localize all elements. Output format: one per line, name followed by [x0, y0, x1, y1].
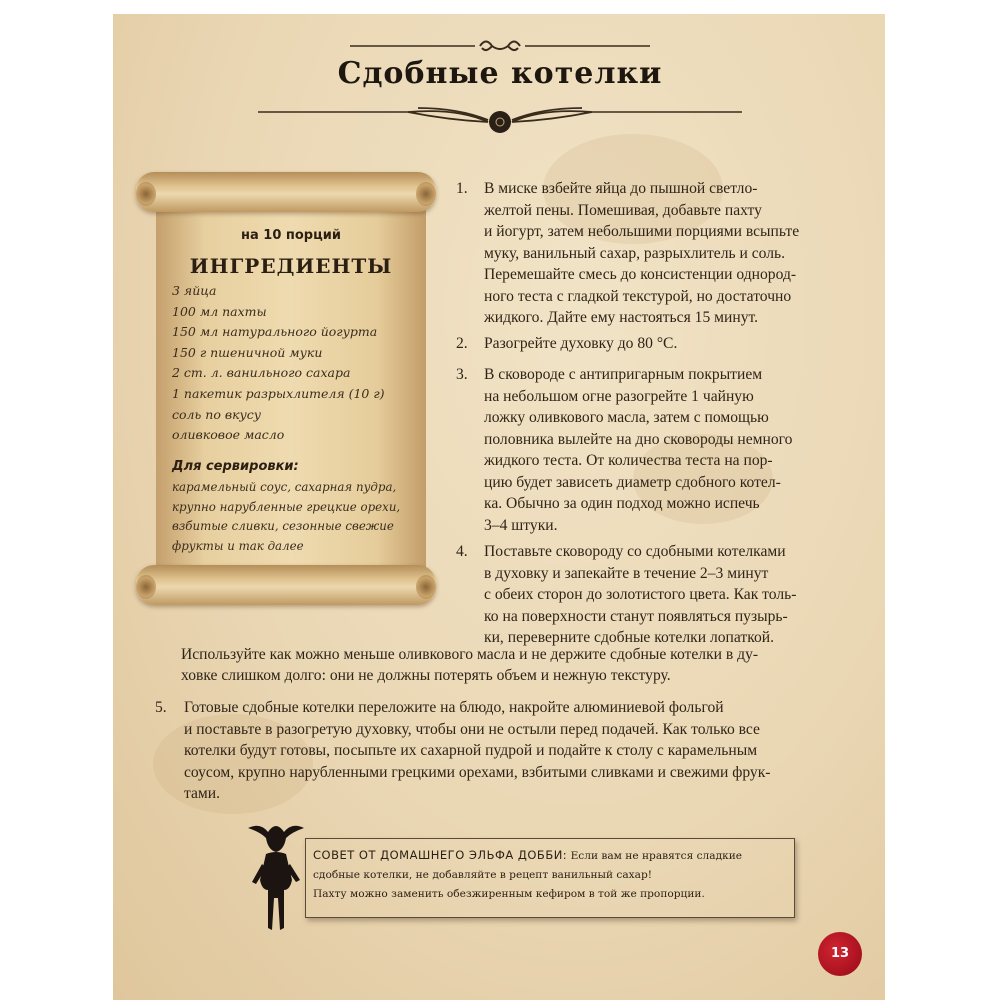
- tip-line-2: сдобные котелки, не добавляйте в рецепт ванильный сахар!: [313, 869, 652, 881]
- step-number: 2.: [456, 335, 468, 352]
- scroll-end: [136, 182, 156, 206]
- step-number: 5.: [155, 699, 167, 716]
- text-line: ка. Обычно за один подход можно испечь: [484, 495, 760, 512]
- scroll-end: [136, 575, 156, 599]
- note-line: Используйте как можно меньше оливкового масла и не держите сдобные котелки в ду-: [181, 646, 759, 663]
- ingredient-item: 100 мл пахты: [172, 303, 267, 319]
- tip-label: СОВЕТ ОТ ДОМАШНЕГО ЭЛЬФА ДОББИ:: [313, 848, 568, 862]
- text-line: Разогрейте духовку до 80 °С.: [484, 335, 678, 352]
- ingredients-list: [172, 281, 385, 446]
- text-line: с обеих сторон до золотистого цвета. Как толь-: [484, 586, 797, 603]
- step-text: [484, 541, 796, 649]
- text-line: Готовые сдобные котелки переложите на блюдо, накройте алюминиевой фольгой: [184, 699, 724, 716]
- portions-label: на 10 порций: [241, 228, 341, 243]
- text-line: Поставьте сковороду со сдобными котелками: [484, 543, 786, 560]
- scroll-end: [416, 182, 436, 206]
- text-line: муку, ванильный сахар, разрыхлитель и соль.: [484, 244, 786, 262]
- ingredient-item: 1 пакетик разрыхлителя (10 г): [172, 385, 385, 401]
- ingredient-item: оливковое масло: [172, 427, 285, 443]
- text-line: котелки будут готовы, посыпьте их сахарной пудрой и подайте к столу с карамельным: [184, 742, 758, 759]
- ingredients-heading: ИНГРЕДИЕНТЫ: [189, 254, 393, 278]
- text-line: жидкого. Дайте ему настояться 15 минут.: [484, 309, 759, 326]
- text-line: соусом, крупно нарубленными грецкими орехами, взбитыми сливками и свежими фрук-: [184, 763, 771, 781]
- text-line: ного теста с гладкой текстурой, но достаточно: [484, 287, 792, 305]
- tip-line-1: [313, 846, 793, 866]
- dobby-tip-text: [313, 846, 793, 904]
- step-number: 4.: [456, 543, 468, 560]
- tip-line-3: Пахту можно заменить обезжиренным кефиром в той же пропорции.: [313, 888, 705, 900]
- scroll-flourish-icon: [350, 36, 650, 56]
- step-number: 3.: [456, 366, 468, 383]
- text-line: ложку оливкового масла, затем с помощью: [484, 409, 769, 426]
- page-title: Сдобные котелки: [337, 56, 663, 91]
- serving-heading: Для сервировки:: [172, 459, 299, 474]
- scroll-end: [416, 575, 436, 599]
- text-line: и поставьте в разогретую духовку, чтобы они не остыли перед подачей. Как только все: [184, 720, 760, 738]
- text-line: ки, переверните сдобные котелки лопаткой.: [484, 629, 775, 646]
- text-line: цию будет зависеть диаметр сдобного котел-: [484, 473, 781, 491]
- ingredient-item: 150 мл натурального йогурта: [172, 324, 378, 340]
- ingredient-item: 150 г пшеничной муки: [172, 344, 323, 360]
- text-line: половника вылейте на дно сковороды немного: [484, 430, 793, 448]
- winged-snitch-icon: [258, 100, 742, 140]
- scroll-roll-bottom: [136, 565, 436, 605]
- text-line: и йогурт, затем небольшими порциями всыпьте: [484, 223, 800, 240]
- step-text: [484, 364, 792, 536]
- step-text: [184, 697, 771, 805]
- tip-text-1: Если вам не нравятся сладкие: [570, 850, 743, 862]
- text-line: на небольшом огне разогрейте 1 чайную: [484, 387, 754, 405]
- text-line: ко на поверхности станут появляться пузырь-: [484, 607, 788, 625]
- scroll-roll-top: [136, 172, 436, 212]
- serving-text: карамельный соус, сахарная пудра, крупно нарубленные грецкие орехи, взбитые сливки, сезонные свежие фрукты и так далее: [172, 480, 401, 553]
- text-line: Перемешайте смесь до консистенции однород-: [484, 266, 797, 283]
- page-number-badge: 13: [818, 932, 862, 976]
- step-text: [484, 178, 799, 329]
- text-line: тами.: [184, 785, 221, 802]
- text-line: В миске взбейте яйца до пышной светло-: [484, 180, 758, 197]
- note-line: ховке слишком долго: они не должны потерять объем и нежную текстуру.: [181, 667, 671, 684]
- text-line: желтой пены. Помешивая, добавьте пахту: [484, 201, 762, 219]
- step-text: [484, 333, 677, 355]
- text-line: в духовку и запекайте в течение 2–3 минут: [484, 564, 769, 582]
- ingredient-item: 3 яйца: [172, 283, 217, 298]
- text-line: жидкого теста. От количества теста на пор-: [484, 452, 773, 469]
- dobby-silhouette-icon: [246, 818, 306, 936]
- step-number: 1.: [456, 180, 468, 197]
- ingredient-item: соль по вкусу: [172, 406, 262, 422]
- text-line: В сковороде с антипригарным покрытием: [484, 366, 763, 383]
- ingredient-item: 2 ст. л. ванильного сахара: [172, 365, 351, 381]
- text-line: 3–4 штуки.: [484, 516, 558, 534]
